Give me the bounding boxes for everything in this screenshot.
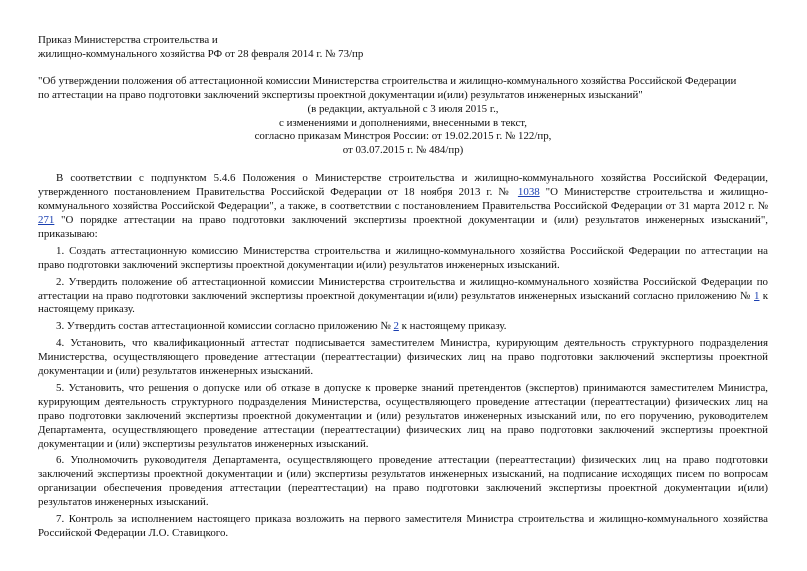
document-title <box>38 75 768 103</box>
item-3 <box>38 320 768 334</box>
item-2 <box>38 276 768 318</box>
title-line-1: "Об утверждении положения об аттестационной комиссии Министерства строительства и жилищно-коммунального хозяйства Российской Федерации <box>38 74 737 87</box>
document-page <box>38 34 768 541</box>
intro-text-3: "О порядке аттестации на право подготовки заключений экспертизы проектной документации и (или) результатов инженерных изысканий", приказываю: <box>38 213 768 240</box>
item-2-text-2: к настоящему приказу. <box>38 289 768 316</box>
item-4: 4. Установить, что квалификационный аттестат подписывается заместителем Министра, курирующим деятельность структурного подразделения Министерства, осуществляющего проведение аттестации (переаттестации) физических лиц на право подготовки заключений экспертизы проектной документации и (или) результатов инженерных изысканий. <box>38 337 768 378</box>
item-7: 7. Контроль за исполнением настоящего приказа возложить на первого заместителя Министра строительства и жилищно-коммунального хозяйства Российской Федерации Л.О. Ставицкого. <box>38 513 768 539</box>
title-line-2: по аттестации на право подготовки заключений экспертизы проектной документации и(или) результатов инженерных изысканий" <box>38 88 643 101</box>
intro-text-1: В соответствии с подпунктом 5.4.6 Положения о Министерстве строительства и жилищно-коммунального хозяйства Российской Федерации, утвержденного постановлением Правительства Российской Федерации от 18 ноября 2013 г. № <box>38 172 768 199</box>
item-3-text-1: 3. Утвердить состав аттестационной комиссии согласно приложению № <box>56 320 394 333</box>
item-5: 5. Установить, что решения о допуске или об отказе в допуске к проверке знаний претендентов (экспертов) принимаются заместителем Министра, курирующим деятельность структурного подразделения Министерства, осуществляющего проведение аттестации (переаттестации) физических лиц на право подготовки заключений экспертизы проектной документации и (или) результатов инженерных изысканий или, по его поручению, руководителем Департамента, осуществляющего проведение аттестации (переаттестации) физических лиц на право подготовки заключений экспертизы проектной документации и (или) экспертизы результатов инженерных изысканий. <box>38 381 768 450</box>
header-line-2: жилищно-коммунального хозяйства РФ от 28 февраля 2014 г. № 73/пр <box>38 47 364 60</box>
appendix-1-link[interactable]: 1 <box>754 289 760 302</box>
header-line-1: Приказ Министерства строительства и <box>38 34 218 46</box>
document-body <box>38 172 768 541</box>
edition-line-4: от 03.07.2015 г. № 484/пр) <box>342 144 464 157</box>
item-1: 1. Создать аттестационную комиссию Министерства строительства и жилищно-коммунального хозяйства Российской Федерации по аттестации на право подготовки заключений экспертизы проектной документации и(или) результатов инженерных изысканий. <box>38 244 768 271</box>
item-3-text-2: к настоящему приказу. <box>398 320 507 333</box>
edition-line-2: с изменениями и дополнениями, внесенными в текст, <box>279 116 527 129</box>
intro-paragraph <box>38 172 768 242</box>
appendix-2-link[interactable]: 2 <box>393 320 399 333</box>
edition-line-3: согласно приказам Минстроя России: от 19.02.2015 г. № 122/пр, <box>254 130 552 143</box>
edition-line-1: (в редакции, актуальной с 3 июля 2015 г., <box>307 102 499 115</box>
intro-text-2: "О Министерстве строительства и жилищно-коммунального хозяйства Российской Федерации", а также, в соответствии с постановлением Правительства Российской Федерации от 31 марта 2012 г. № <box>38 186 768 213</box>
item-2-text-1: 2. Утвердить положение об аттестационной комиссии Министерства строительства и жилищно-коммунального хозяйства Российской Федерации по аттестации на право подготовки заключений экспертизы проектной документации и(или) результатов инженерных изысканий согласно приложению № <box>38 275 768 302</box>
decree-1038-link[interactable]: 1038 <box>517 186 540 199</box>
item-6: 6. Уполномочить руководителя Департамента, осуществляющего проведение аттестации (переаттестации) физических лиц на право подготовки заключений экспертизы проектной документации и (или) экспертизы результатов инженерных изысканий, на подписание исходящих писем по вопросам организации обеспечения проведения аттестации (переаттестации) на право подготовки заключений экспертизы проектной документации и(или) результатов инженерных изысканий. <box>38 454 768 509</box>
decree-271-link[interactable]: 271 <box>38 213 55 226</box>
document-header <box>38 34 768 62</box>
edition-note <box>38 103 768 159</box>
